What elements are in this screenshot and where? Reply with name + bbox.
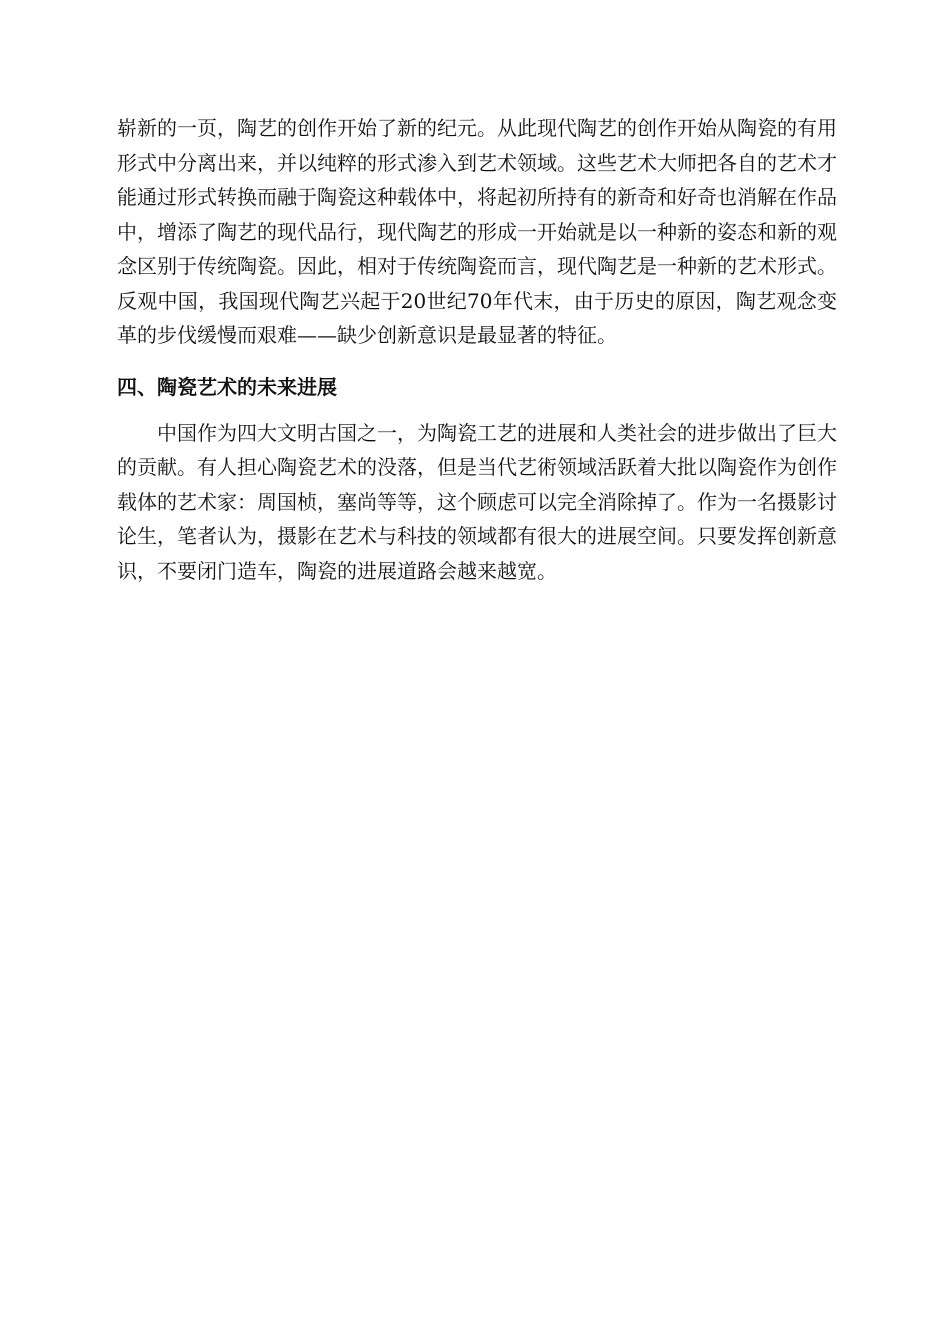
section-paragraph: 中国作为四大文明古国之一，为陶瓷工艺的进展和人类社会的进步做出了巨大的贡献。有人担心陶瓷艺术的没落，但是当代艺術领域活跃着大批以陶瓷作为创作载体的艺术家：周国桢，塞尚等等，这个顾虑可以完全消除掉了。作为一名摄影讨论生，笔者认为，摄影在艺术与科技的领域都有很大的进展空间。只要发挥创新意识，不要闭门造车，陶瓷的进展道路会越来越宽。 [117,420,837,583]
paragraph-continued: 崭新的一页，陶艺的创作开始了新的纪元。从此现代陶艺的创作开始从陶瓷的有用形式中分离出来，并以纯粹的形式渗入到艺术领域。这些艺术大师把各自的艺术才能通过形式转换而融于陶瓷这种载体中，将起初所持有的新奇和好奇也消解在作品中，增添了陶艺的现代品行，现代陶艺的形成一开始就是以一种新的姿态和新的观念区别于传统陶瓷。因此，相对于传统陶瓷而言，现代陶艺是一种新的艺术形式。反观中国，我国现代陶艺兴起于20世纪70年代末，由于历史的原因，陶艺观念变革的步伐缓慢而艰难——缺少创新意识是最显著的特征。 [117,116,837,347]
document-body [117,111,837,588]
section-heading: 四、陶瓷艺术的未来进展 [117,374,337,399]
